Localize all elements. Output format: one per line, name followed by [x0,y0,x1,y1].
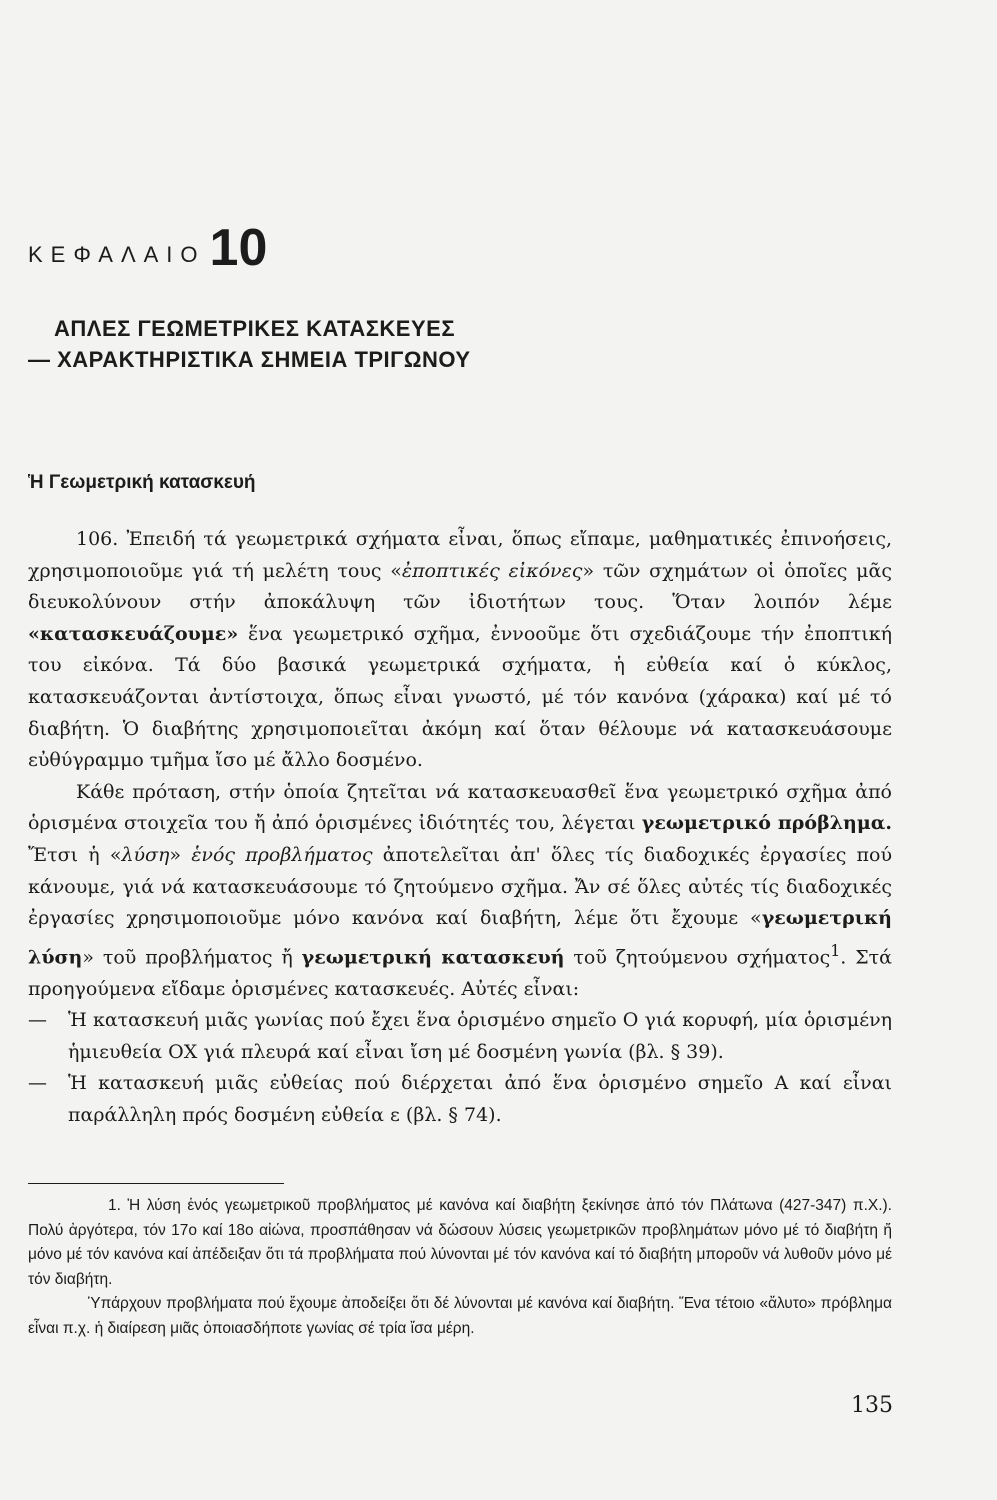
text-run: ἕνα γεωμετρικό σχῆμα, ἐννοοῦμε ὅτι σχεδιάζουμε τήν ἐποπτική του εἰκόνα. Τά δύο βασικά γεωμετρικά σχήματα, ἡ εὐθεία καί ὁ κύκλος, κατασκευάζονται ἀντίστοιχα, ὅπως εἶναι γνωστό, μέ τόν κανόνα (χάρακα) καί μέ τό διαβήτη. Ὁ διαβήτης χρησιμοποιεῖται ἀκόμη καί ὅταν θέλουμε νά κατασκευάσουμε εὐθύγραμμο τμῆμα ἴσο μέ ἄλλο δοσμένο. [28,622,892,772]
text-run: . Στά προηγούμενα εἴδαμε ὁρισμένες κατασκευές. Αὐτές εἶναι: [28,946,892,1000]
text-run: » [169,843,192,866]
paragraph-2 [28,777,892,1005]
footnote-1: 1. Ἡ λύση ἑνός γεωμετρικοῦ προβλήματος μέ κανόνα καί διαβήτη ξεκίνησε ἀπό τόν Πλάτωνα (427-347) π.Χ.). Πολύ ἀργότερα, τόν 17ο καί 18ο αἰώνα, προσπάθησαν νά δώσουν λύσεις γεωμετρικῶν προβλημάτων μόνο μέ τό διαβήτη ἤ μόνο μέ τόν κανόνα καί ἀπέδειξαν ὅτι τά προβλήματα πού λύνονται μέ τόν κανόνα καί τό διαβήτη μποροῦν νά λυθοῦν μόνο μέ τόν διαβήτη. [28,1197,892,1288]
chapter-label: ΚΕΦΑΛΑΙΟ [28,242,206,267]
list-item [28,1005,892,1068]
bold-run: γεωμετρική κατασκευή [301,946,565,969]
body-text [28,524,892,1132]
text-run: τοῦ ζητούμενου σχήματος [564,946,831,969]
bold-run: «κατασκευάζουμε» [28,622,239,645]
page-number: 135 [851,1393,893,1418]
text-run: » τοῦ προβλήματος ἤ [82,946,302,969]
bold-run: γεωμετρικό πρόβλημα. [641,812,892,835]
chapter-heading [28,219,268,277]
text-run: ἀποτελεῖται ἀπ' ὅλες τίς διαδοχικές ἐργασίες πού κάνουμε, γιά νά κατασκευάσουμε τό ζητούμενο σχῆμα. Ἄν σέ ὅλες αὐτές τίς διαδοχικές ἐργασίες χρησιμοποιοῦμε μόνο κανόνα καί διαβήτη, λέμε ὅτι ἔχουμε « [28,843,892,930]
footnote [28,1194,892,1341]
chapter-title-line1: ΑΠΛΕΣ ΓΕΩΜΕΤΡΙΚΕΣ ΚΑΤΑΣΚΕΥΕΣ [54,316,456,341]
text-run: » τῶν σχημάτων οἱ ὁποῖες μᾶς διευκολύνουν στήν ἀποκάλυψη τῶν ἰδιοτήτων τους. Ὅταν λοιπόν λέμε [28,559,893,614]
italic-run: λύση [121,843,170,866]
chapter-number: 10 [209,219,268,277]
bold-run: γεωμετρική λύση [28,907,892,969]
list-dash: — [28,1072,47,1095]
list-item-text: Ἡ κατασκευή μιᾶς γωνίας πού ἔχει ἕνα ὁρισμένο σημεῖο Ο γιά κορυφή, μία ὁρισμένη ἡμιευθεία ΟΧ γιά πλευρά καί εἶναι ἴση μέ δοσμένη γωνία (βλ. § 39). [68,1009,892,1063]
chapter-title-line2: — ΧΑΡΑΚΤΗΡΙΣΤΙΚΑ ΣΗΜΕΙΑ ΤΡΙΓΩΝΟΥ [28,347,471,372]
footnote-1-cont: Ὑπάρχουν προβλήματα πού ἔχουμε ἀποδείξει ὅτι δέ λύνονται μέ κανόνα καί διαβήτη. Ἕνα τέτοιο «ἄλυτο» πρόβλημα εἶναι π.χ. ἡ διαίρεση μιᾶς ὁποιασδήποτε γωνίας σέ τρία ἴσα μέρη. [28,1295,892,1337]
list-dash: — [28,1009,47,1032]
text-run: Ἔτσι ἡ « [28,843,122,866]
italic-run: ἑνός προβλήματος [191,843,373,866]
italic-run: ἐποπτικές εἰκόνες [401,559,583,582]
section-heading: Ἡ Γεωμετρική κατασκευή [28,472,256,493]
text-run: Κάθε πρόταση, στήν ὁποία ζητεῖται νά κατασκευασθεῖ ἕνα γεωμετρικό σχῆμα ἀπό ὁρισμένα στοιχεῖα του ἤ ἀπό ὁρισμένες ἰδιότητές του, λέγεται [28,780,892,835]
list-item [28,1068,892,1131]
list-item-text: Ἡ κατασκευή μιᾶς εὐθείας πού διέρχεται ἀπό ἕνα ὁρισμένο σημεῖο Α καί εἶναι παράλληλη πρός δοσμένη εὐθεία ε (βλ. § 74). [68,1072,892,1127]
chapter-title [28,313,588,375]
text-run: 106. Ἐπειδή τά γεωμετρικά σχήματα εἶναι, ὅπως εἴπαμε, μαθηματικές ἐπινοήσεις, χρησιμοποιοῦμε γιά τή μελέτη τους « [28,528,892,582]
footnote-ref: 1 [830,940,841,960]
footnote-divider [28,1183,284,1184]
paragraph-106 [28,524,892,777]
